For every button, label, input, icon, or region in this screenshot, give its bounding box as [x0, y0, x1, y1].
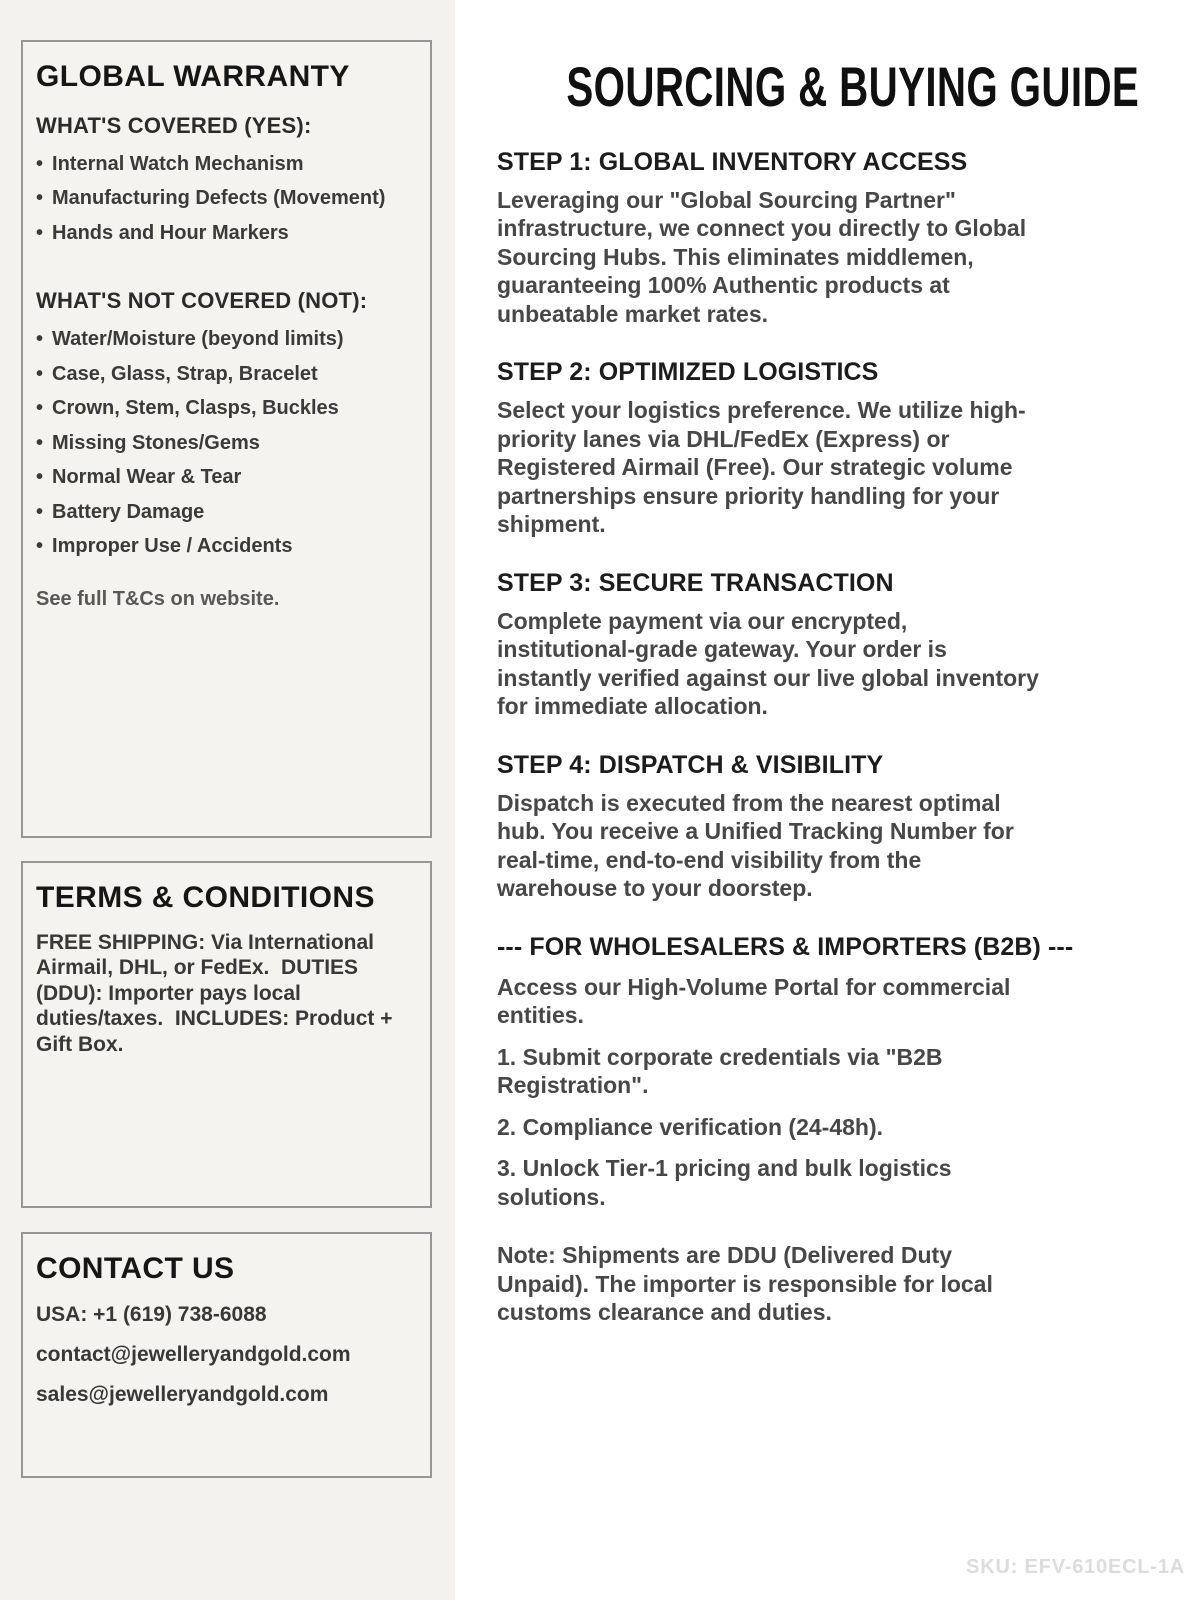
covered-list: [36, 147, 414, 251]
b2b-item-3: 3. Unlock Tier-1 pricing and bulk logistics solutions.: [497, 1155, 952, 1210]
step-2-body: Select your logistics preference. We utilize high-priority lanes via DHL/FedEx (Express) or Registered Airmail (Free). Our strategic volume partnerships ensure priority handling for your shipment.: [497, 397, 1026, 538]
warranty-footnote: See full T&Cs on website.: [36, 587, 280, 610]
step-2-section: [497, 358, 1077, 539]
sku-label: SKU: EFV-610ECL-1A: [966, 1556, 1185, 1578]
b2b-item-1: 1. Submit corporate credentials via "B2B Registration".: [497, 1043, 943, 1099]
guide-content: [497, 148, 1077, 1327]
b2b-note: Note: Shipments are DDU (Delivered Duty Unpaid). The importer is responsible for local customs clearance and duties.: [497, 1242, 993, 1326]
page-title-text: SOURCING & BUYING GUIDE: [566, 55, 1140, 118]
sales-email: sales@jewelleryandgold.com: [36, 1382, 329, 1406]
contact-phone: USA: +1 (619) 738-6088: [36, 1302, 267, 1326]
terms-conditions-box: [21, 861, 432, 1208]
b2b-heading: --- FOR WHOLESALERS & IMPORTERS (B2B) ---: [497, 932, 1074, 961]
step-3-section: [497, 569, 1077, 721]
sidebar: [0, 0, 455, 1600]
terms-body: FREE SHIPPING: Via International Airmail, DHL, or FedEx. DUTIES (DDU): Importer pays local duties/taxes. INCLUDES: Product + Gift Box.: [36, 930, 399, 1056]
list-item: • Hands and Hour Markers: [36, 216, 414, 251]
list-item: • Internal Watch Mechanism: [36, 147, 414, 182]
contact-title: CONTACT US: [36, 1252, 235, 1285]
b2b-section: [497, 933, 1077, 1327]
step-4-heading: STEP 4: DISPATCH & VISIBILITY: [497, 750, 884, 779]
list-item: • Battery Damage: [36, 495, 414, 530]
sourcing-guide-main: [455, 0, 1200, 1600]
not-covered-list: [36, 322, 414, 564]
page-title: [455, 56, 1200, 118]
b2b-intro: Access our High-Volume Portal for commercial entities.: [497, 973, 1011, 1029]
list-item: • Missing Stones/Gems: [36, 426, 414, 461]
step-1-body: Leveraging our "Global Sourcing Partner" infrastructure, we connect you directly to Global Sourcing Hubs. This eliminates middlemen, guaranteeing 100% Authentic products at unbeatable market rates.: [497, 186, 1027, 327]
step-1-section: [497, 148, 1077, 329]
list-item: • Manufacturing Defects (Movement): [36, 181, 414, 216]
step-3-body: Complete payment via our encrypted, institutional-grade gateway. Your order is instantly verified against our live global inventory for immediate allocation.: [497, 607, 1039, 720]
list-item: • Crown, Stem, Clasps, Buckles: [36, 391, 414, 426]
list-item: • Case, Glass, Strap, Bracelet: [36, 357, 414, 392]
list-item: • Improper Use / Accidents: [36, 529, 414, 564]
b2b-item-2: 2. Compliance verification (24-48h).: [497, 1113, 884, 1140]
step-2-heading: STEP 2: OPTIMIZED LOGISTICS: [497, 358, 879, 387]
contact-email: contact@jewelleryandgold.com: [36, 1342, 351, 1366]
terms-title: TERMS & CONDITIONS: [36, 881, 375, 914]
step-1-heading: STEP 1: GLOBAL INVENTORY ACCESS: [497, 147, 968, 176]
list-item: • Water/Moisture (beyond limits): [36, 322, 414, 357]
step-4-body: Dispatch is executed from the nearest optimal hub. You receive a Unified Tracking Number for real-time, end-to-end visibility from the warehouse to your doorstep.: [497, 789, 1014, 902]
step-3-heading: STEP 3: SECURE TRANSACTION: [497, 568, 894, 597]
covered-heading: WHAT'S COVERED (YES):: [36, 112, 312, 138]
warranty-title: GLOBAL WARRANTY: [36, 60, 350, 93]
not-covered-heading: WHAT'S NOT COVERED (NOT):: [36, 288, 368, 313]
contact-us-box: [21, 1232, 432, 1478]
global-warranty-box: [21, 40, 432, 838]
step-4-section: [497, 751, 1077, 903]
list-item: • Normal Wear & Tear: [36, 460, 414, 495]
